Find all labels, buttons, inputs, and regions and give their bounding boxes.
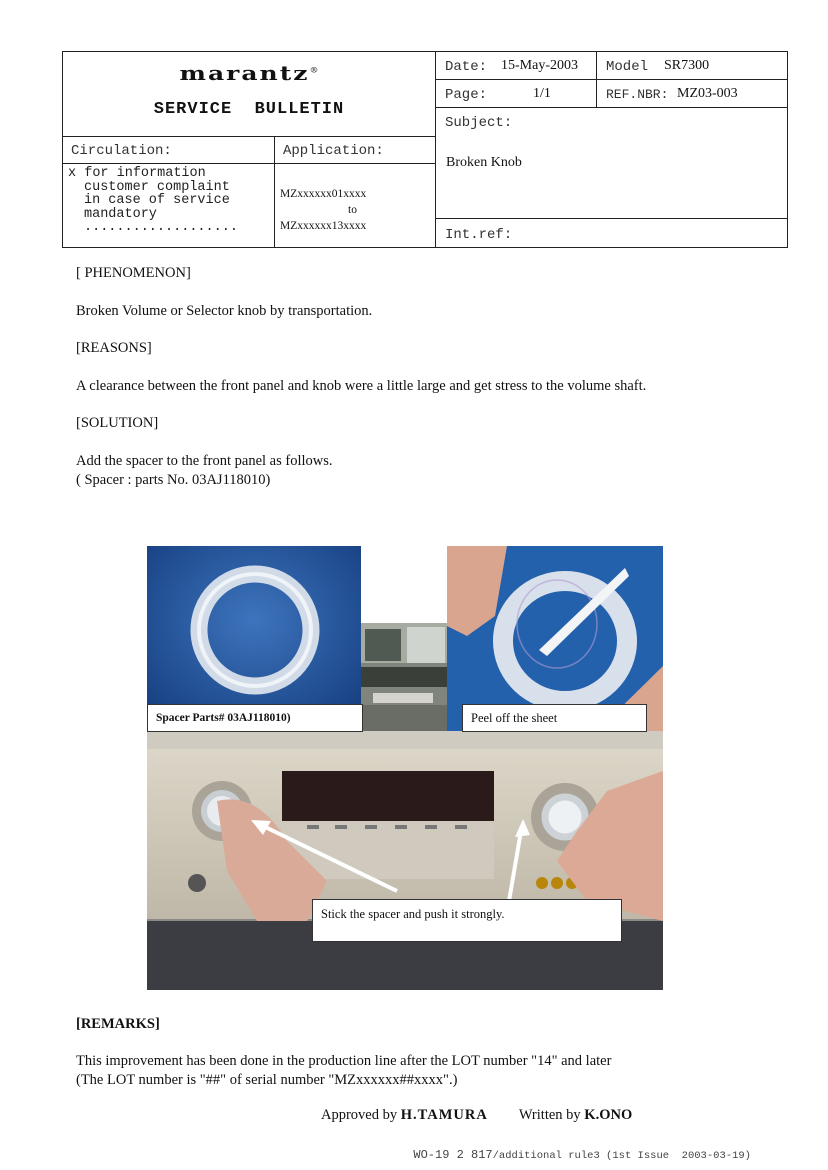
workbench-image (361, 623, 447, 731)
caption-stick-spacer: Stick the spacer and push it strongly. (312, 899, 622, 942)
form-code-note: /additional rule3 (1st Issue 2003-03-19) (492, 1150, 751, 1162)
solution-heading: [SOLUTION] (76, 415, 159, 431)
brand-logo (135, 62, 365, 85)
circulation-check: x (68, 166, 77, 181)
application-to-word: to (348, 204, 357, 216)
page-value: 1/1 (533, 86, 551, 101)
caption-spacer-part: Spacer Parts# 03AJ118010) (147, 704, 363, 732)
date-label: Date: (445, 59, 488, 75)
circulation-item: customer complaint (84, 179, 230, 195)
written-name: K.ONO (584, 1107, 633, 1123)
phenomenon-text: Broken Volume or Selector knob by transportation. (76, 303, 373, 319)
ref-value: MZ03-003 (677, 86, 738, 101)
phenomenon-heading: [ PHENOMENON] (76, 265, 191, 281)
application-label: Application: (283, 143, 384, 159)
intref-label: Int.ref: (445, 227, 513, 243)
approval-line (321, 1107, 632, 1124)
photo-receiver-front (147, 731, 663, 990)
brand-name: marantz (179, 62, 310, 85)
page-label: Page: (445, 87, 488, 103)
form-code (399, 1134, 751, 1162)
ref-label: REF.NBR: (606, 87, 669, 102)
remarks-line-1: This improvement has been done in the production line after the LOT number "14" and later (76, 1053, 612, 1069)
caption-peel-sheet: Peel off the sheet (462, 704, 647, 732)
circulation-label: Circulation: (71, 143, 172, 159)
model-label: Model (606, 59, 649, 75)
photo-workbench (361, 623, 447, 731)
reasons-heading: [REASONS] (76, 340, 152, 356)
subject-label: Subject: (445, 115, 513, 131)
registered-mark: ® (309, 67, 321, 76)
bulletin-title: SERVICE BULLETIN (153, 100, 345, 119)
receiver-image (147, 731, 663, 990)
remarks-heading: [REMARKS] (76, 1016, 160, 1032)
form-code-number: WO-19 2 817 (413, 1148, 493, 1162)
circulation-item: mandatory (84, 206, 157, 222)
reasons-text: A clearance between the front panel and knob were a little large and get stress to the volume shaft. (76, 378, 647, 394)
circulation-item: in case of service (84, 193, 230, 208)
circulation-list (68, 167, 238, 235)
circulation-item: ................... (84, 220, 238, 235)
model-value: SR7300 (664, 58, 710, 73)
solution-text-2: ( Spacer : parts No. 03AJ118010) (76, 472, 271, 488)
approved-name: H.TAMURA (400, 1107, 488, 1123)
date-value: 15-May-2003 (501, 58, 578, 73)
approved-label: Approved by (321, 1107, 398, 1123)
written-label: Written by (518, 1107, 581, 1123)
circulation-item: x for information (68, 166, 206, 181)
solution-text-1: Add the spacer to the front panel as follows. (76, 453, 333, 469)
subject-value: Broken Knob (446, 155, 522, 170)
application-from: MZxxxxxx01xxxx (280, 188, 367, 200)
remarks-line-2: (The LOT number is "##" of serial number "MZxxxxxx##xxxx".) (76, 1072, 458, 1088)
application-to: MZxxxxxx13xxxx (280, 220, 367, 232)
